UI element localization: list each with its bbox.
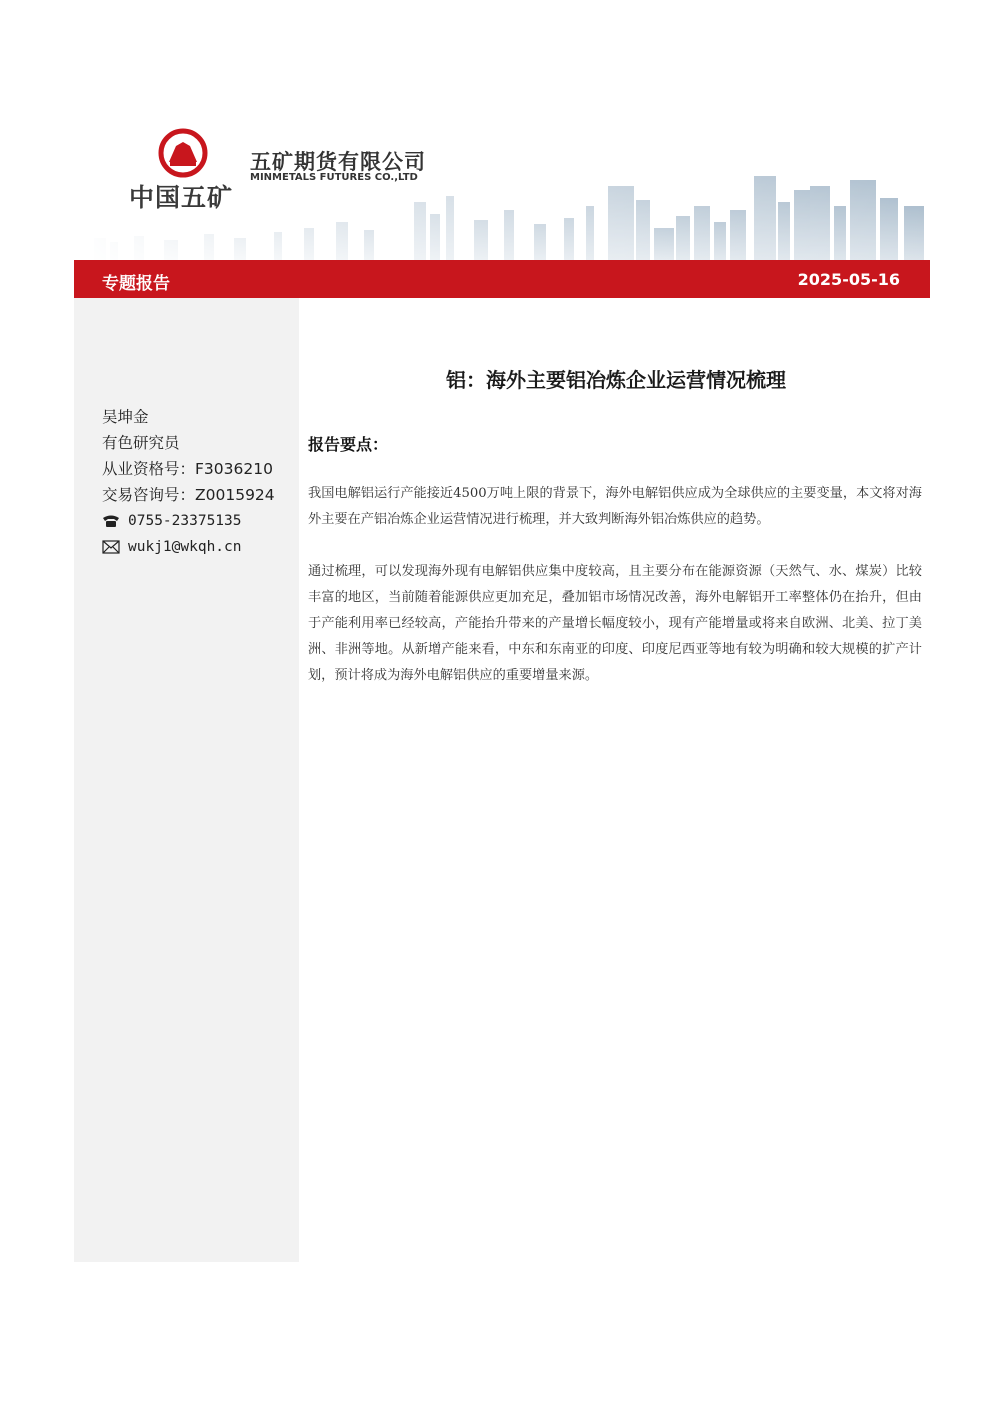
author-info — [102, 404, 275, 560]
report-header — [74, 110, 930, 260]
consulting-number: 交易咨询号：Z0015924 — [102, 486, 275, 504]
phone-line — [102, 508, 275, 534]
logo-text: 中国五矿 — [129, 183, 234, 212]
company-name-en: MINMETALS FUTURES CO.,LTD — [250, 172, 418, 183]
report-type: 专题报告 — [102, 274, 170, 294]
report-title: 铝：海外主要铝冶炼企业运营情况梳理 — [446, 368, 786, 392]
minmetals-emblem-icon — [158, 128, 208, 178]
email-line — [102, 534, 275, 560]
author-name: 吴坤金 — [102, 408, 149, 426]
phone-number: 0755-23375135 — [128, 513, 242, 529]
email-address[interactable]: wukj1@wkqh.cn — [128, 539, 242, 555]
phone-icon — [102, 514, 120, 528]
report-type-bar — [74, 260, 930, 298]
envelope-icon — [102, 540, 120, 554]
author-role: 有色研究员 — [102, 434, 180, 452]
company-name-cn: 五矿期货有限公司 — [250, 150, 426, 174]
section-title: 报告要点： — [308, 435, 389, 454]
summary-paragraph-2: 通过梳理，可以发现海外现有电解铝供应集中度较高，且主要分布在能源资源（天然气、水、煤炭）比较丰富的地区，当前随着能源供应更加充足，叠加铝市场情况改善，海外电解铝开工率整体仍在抬升，但由于产能利用率已经较高，产能抬升带来的产量增长幅度较小，现有产能增量或将来自欧洲、北美、拉丁美洲、非洲等地。从新增产能来看，中东和东南亚的印度、印度尼西亚等地有较为明确和较大规模的扩产计划，预计将成为海外电解铝供应的重要增量来源。 — [308, 564, 922, 683]
qualification-number: 从业资格号：F3036210 — [102, 460, 273, 478]
report-date: 2025-05-16 — [797, 270, 900, 289]
summary-paragraph-1: 我国电解铝运行产能接近4500万吨上限的背景下，海外电解铝供应成为全球供应的主要变量，本文将对海外主要在产铝冶炼企业运营情况进行梳理，并大致判断海外铝冶炼供应的趋势。 — [308, 486, 922, 527]
author-sidebar — [74, 298, 299, 1262]
